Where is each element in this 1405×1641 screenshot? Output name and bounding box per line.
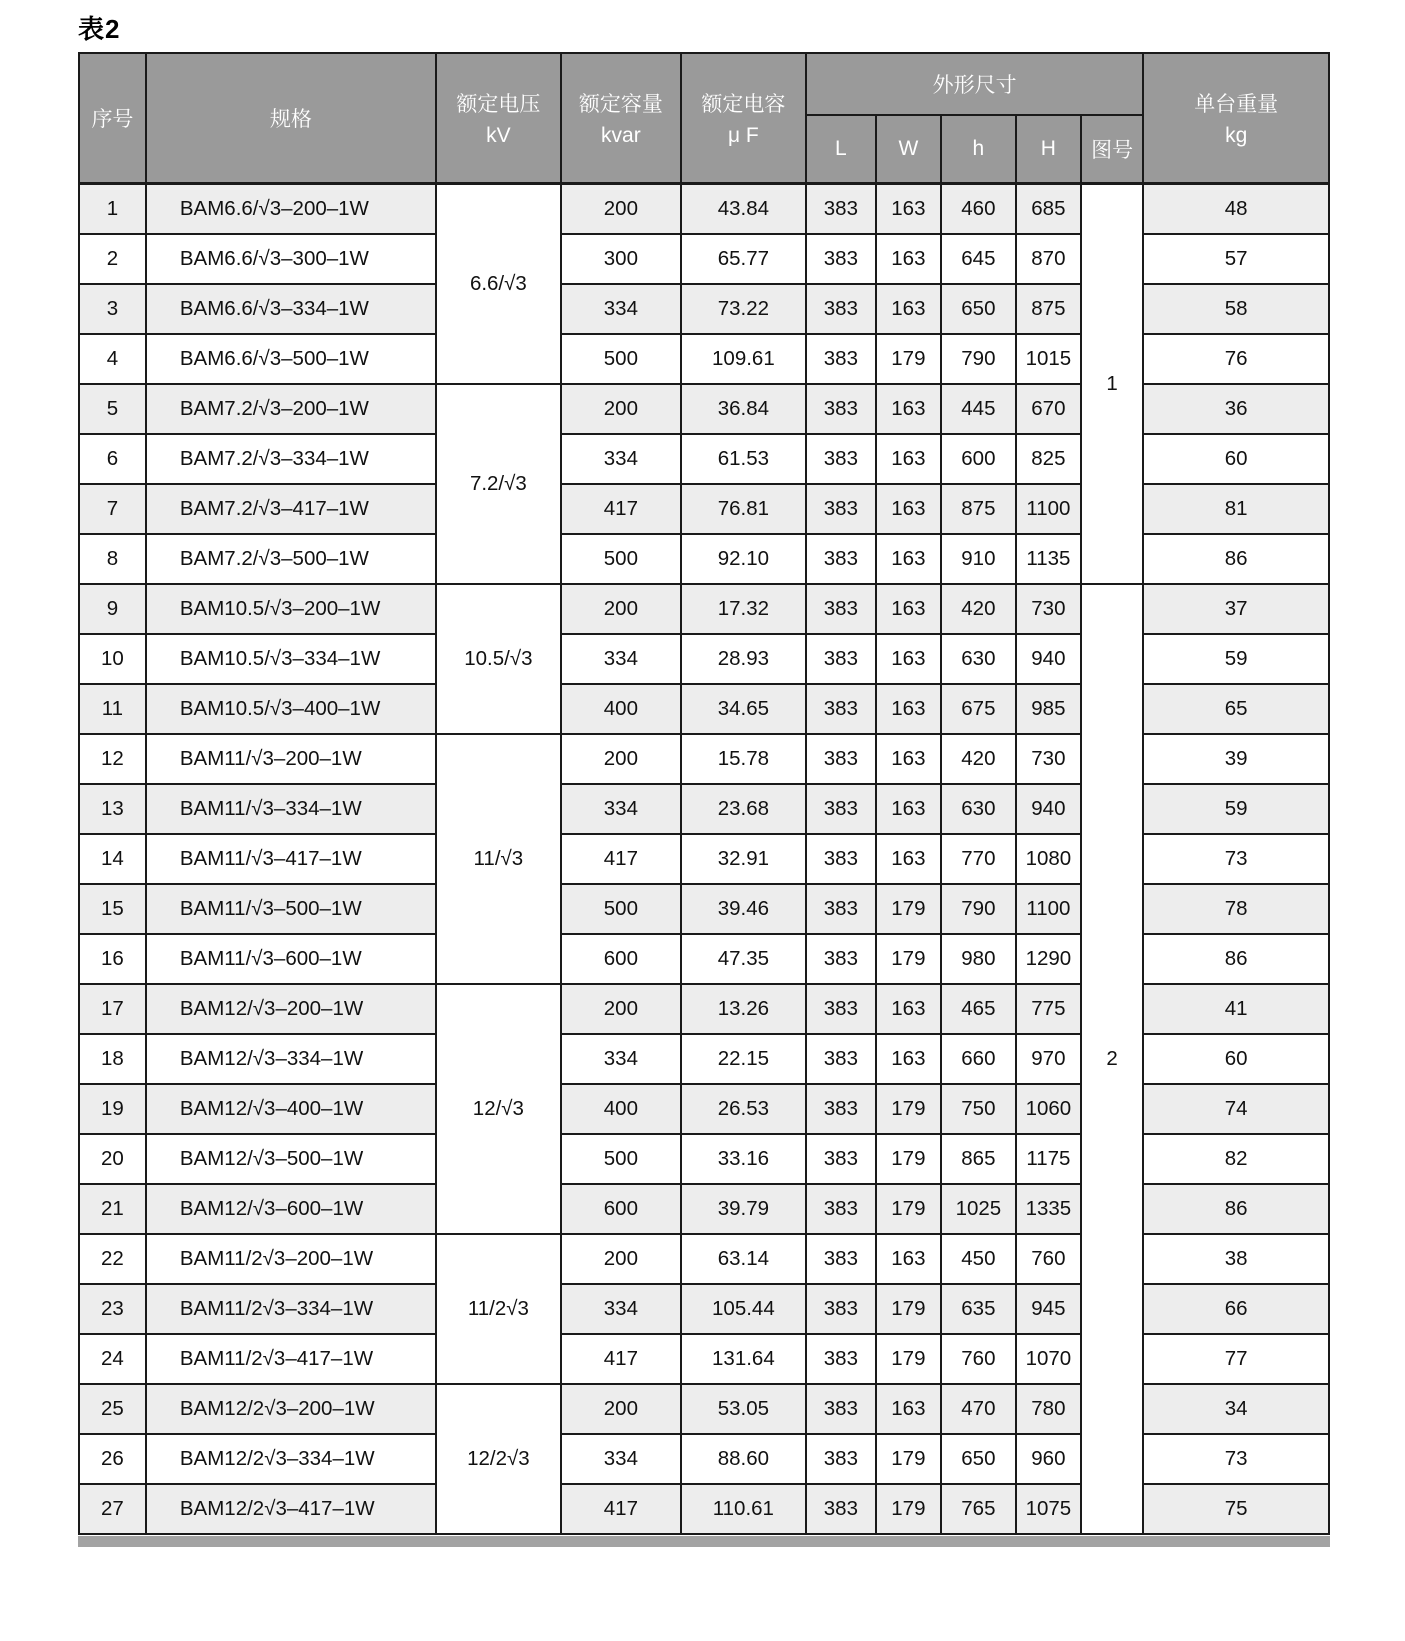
spec-cell: BAM12/√3–600–1W xyxy=(146,1184,436,1234)
capacity-cell: 334 xyxy=(561,1284,681,1334)
row-index-cell: 5 xyxy=(79,384,146,434)
dim-h-big-cell: 825 xyxy=(1016,434,1081,484)
weight-cell: 77 xyxy=(1143,1334,1329,1384)
voltage-group-cell: 6.6/√3 xyxy=(436,184,561,385)
capacitance-cell: 63.14 xyxy=(681,1234,806,1284)
dim-h-small-cell: 765 xyxy=(941,1484,1016,1534)
dim-w-cell: 163 xyxy=(876,534,941,584)
row-index-cell: 14 xyxy=(79,834,146,884)
dim-h-small-cell: 910 xyxy=(941,534,1016,584)
dim-h-big-cell: 1290 xyxy=(1016,934,1081,984)
capacity-cell: 200 xyxy=(561,984,681,1034)
header-dim-h-big: H xyxy=(1016,115,1081,184)
spec-cell: BAM6.6/√3–200–1W xyxy=(146,184,436,235)
dim-w-cell: 163 xyxy=(876,184,941,235)
dim-w-cell: 179 xyxy=(876,884,941,934)
capacity-cell: 400 xyxy=(561,684,681,734)
weight-cell: 60 xyxy=(1143,1034,1329,1084)
header-spec: 规格 xyxy=(146,53,436,184)
row-index-cell: 6 xyxy=(79,434,146,484)
dim-h-small-cell: 980 xyxy=(941,934,1016,984)
spec-cell: BAM11/√3–417–1W xyxy=(146,834,436,884)
weight-cell: 59 xyxy=(1143,784,1329,834)
capacity-cell: 300 xyxy=(561,234,681,284)
dim-h-big-cell: 780 xyxy=(1016,1384,1081,1434)
weight-cell: 86 xyxy=(1143,1184,1329,1234)
spec-cell: BAM7.2/√3–500–1W xyxy=(146,534,436,584)
dim-h-big-cell: 1080 xyxy=(1016,834,1081,884)
dim-h-big-cell: 775 xyxy=(1016,984,1081,1034)
spec-cell: BAM10.5/√3–334–1W xyxy=(146,634,436,684)
dim-h-big-cell: 730 xyxy=(1016,584,1081,634)
row-index-cell: 15 xyxy=(79,884,146,934)
dim-h-small-cell: 630 xyxy=(941,634,1016,684)
dim-h-small-cell: 450 xyxy=(941,1234,1016,1284)
dim-w-cell: 163 xyxy=(876,784,941,834)
weight-cell: 65 xyxy=(1143,684,1329,734)
spec-cell: BAM11/2√3–417–1W xyxy=(146,1334,436,1384)
weight-cell: 60 xyxy=(1143,434,1329,484)
dim-w-cell: 163 xyxy=(876,734,941,784)
dim-w-cell: 179 xyxy=(876,934,941,984)
header-weight xyxy=(1143,53,1329,184)
dim-w-cell: 163 xyxy=(876,234,941,284)
spec-cell: BAM7.2/√3–417–1W xyxy=(146,484,436,534)
dim-h-small-cell: 750 xyxy=(941,1084,1016,1134)
weight-cell: 34 xyxy=(1143,1384,1329,1434)
dim-h-small-cell: 645 xyxy=(941,234,1016,284)
dim-l-cell: 383 xyxy=(806,934,876,984)
dim-h-big-cell: 960 xyxy=(1016,1434,1081,1484)
dim-w-cell: 163 xyxy=(876,434,941,484)
capacitance-cell: 109.61 xyxy=(681,334,806,384)
header-capacity-unit: kvar xyxy=(601,124,641,147)
capacitance-cell: 61.53 xyxy=(681,434,806,484)
header-index: 序号 xyxy=(79,53,146,184)
capacity-cell: 334 xyxy=(561,784,681,834)
table-row xyxy=(79,584,1329,634)
dim-l-cell: 383 xyxy=(806,1434,876,1484)
spec-cell: BAM7.2/√3–200–1W xyxy=(146,384,436,434)
capacity-cell: 417 xyxy=(561,484,681,534)
dim-h-small-cell: 770 xyxy=(941,834,1016,884)
dim-l-cell: 383 xyxy=(806,534,876,584)
weight-cell: 39 xyxy=(1143,734,1329,784)
weight-cell: 36 xyxy=(1143,384,1329,434)
dim-l-cell: 383 xyxy=(806,834,876,884)
voltage-group-cell: 12/2√3 xyxy=(436,1384,561,1534)
dim-w-cell: 163 xyxy=(876,984,941,1034)
header-figure: 图号 xyxy=(1081,115,1144,184)
dim-h-small-cell: 650 xyxy=(941,284,1016,334)
spec-cell: BAM12/2√3–334–1W xyxy=(146,1434,436,1484)
capacitance-cell: 105.44 xyxy=(681,1284,806,1334)
row-index-cell: 8 xyxy=(79,534,146,584)
weight-cell: 82 xyxy=(1143,1134,1329,1184)
dim-l-cell: 383 xyxy=(806,1134,876,1184)
dim-h-small-cell: 1025 xyxy=(941,1184,1016,1234)
dim-w-cell: 163 xyxy=(876,284,941,334)
row-index-cell: 16 xyxy=(79,934,146,984)
row-index-cell: 21 xyxy=(79,1184,146,1234)
header-voltage xyxy=(436,53,561,184)
capacity-cell: 334 xyxy=(561,634,681,684)
dim-l-cell: 383 xyxy=(806,484,876,534)
capacitance-cell: 28.93 xyxy=(681,634,806,684)
figure-group-cell: 1 xyxy=(1081,184,1144,585)
dim-h-small-cell: 865 xyxy=(941,1134,1016,1184)
dim-l-cell: 383 xyxy=(806,334,876,384)
dim-w-cell: 179 xyxy=(876,1184,941,1234)
capacitance-cell: 13.26 xyxy=(681,984,806,1034)
row-index-cell: 25 xyxy=(79,1384,146,1434)
spec-cell: BAM12/2√3–200–1W xyxy=(146,1384,436,1434)
capacity-cell: 417 xyxy=(561,1484,681,1534)
capacitance-cell: 47.35 xyxy=(681,934,806,984)
table-title: 表2 xyxy=(78,14,121,44)
header-capacity-line1: 额定容量 xyxy=(578,93,663,116)
weight-cell: 38 xyxy=(1143,1234,1329,1284)
dim-h-small-cell: 635 xyxy=(941,1284,1016,1334)
dim-h-small-cell: 465 xyxy=(941,984,1016,1034)
capacity-cell: 200 xyxy=(561,584,681,634)
row-index-cell: 10 xyxy=(79,634,146,684)
capacitance-cell: 92.10 xyxy=(681,534,806,584)
dim-l-cell: 383 xyxy=(806,884,876,934)
header-weight-line1: 单台重量 xyxy=(1194,93,1279,116)
dim-l-cell: 383 xyxy=(806,1284,876,1334)
dim-h-big-cell: 1070 xyxy=(1016,1334,1081,1384)
capacitance-cell: 26.53 xyxy=(681,1084,806,1134)
spec-cell: BAM11/√3–600–1W xyxy=(146,934,436,984)
spec-cell: BAM6.6/√3–500–1W xyxy=(146,334,436,384)
capacity-cell: 200 xyxy=(561,734,681,784)
capacitance-cell: 39.46 xyxy=(681,884,806,934)
spec-table xyxy=(78,52,1330,1535)
dim-w-cell: 179 xyxy=(876,334,941,384)
dim-w-cell: 179 xyxy=(876,1134,941,1184)
capacitance-cell: 110.61 xyxy=(681,1484,806,1534)
capacity-cell: 417 xyxy=(561,834,681,884)
row-index-cell: 26 xyxy=(79,1434,146,1484)
dim-h-big-cell: 760 xyxy=(1016,1234,1081,1284)
voltage-group-cell: 11/2√3 xyxy=(436,1234,561,1384)
capacitance-cell: 76.81 xyxy=(681,484,806,534)
capacitance-cell: 15.78 xyxy=(681,734,806,784)
weight-cell: 86 xyxy=(1143,934,1329,984)
weight-cell: 78 xyxy=(1143,884,1329,934)
row-index-cell: 7 xyxy=(79,484,146,534)
weight-cell: 86 xyxy=(1143,534,1329,584)
dim-l-cell: 383 xyxy=(806,1184,876,1234)
spec-cell: BAM11/2√3–334–1W xyxy=(146,1284,436,1334)
weight-cell: 75 xyxy=(1143,1484,1329,1534)
dim-h-big-cell: 940 xyxy=(1016,784,1081,834)
dim-h-small-cell: 760 xyxy=(941,1334,1016,1384)
row-index-cell: 11 xyxy=(79,684,146,734)
capacitance-cell: 34.65 xyxy=(681,684,806,734)
spec-cell: BAM11/2√3–200–1W xyxy=(146,1234,436,1284)
capacitance-cell: 73.22 xyxy=(681,284,806,334)
header-capacitance-line1: 额定电容 xyxy=(701,93,786,116)
header-voltage-unit: kV xyxy=(486,124,511,147)
dim-h-small-cell: 420 xyxy=(941,584,1016,634)
table-header xyxy=(79,53,1329,184)
dim-l-cell: 383 xyxy=(806,984,876,1034)
dim-l-cell: 383 xyxy=(806,1334,876,1384)
dim-h-big-cell: 1175 xyxy=(1016,1134,1081,1184)
dim-h-small-cell: 875 xyxy=(941,484,1016,534)
weight-cell: 73 xyxy=(1143,1434,1329,1484)
header-weight-unit: kg xyxy=(1225,124,1248,147)
header-dim-w: W xyxy=(876,115,941,184)
dim-l-cell: 383 xyxy=(806,284,876,334)
capacity-cell: 417 xyxy=(561,1334,681,1384)
voltage-group-cell: 12/√3 xyxy=(436,984,561,1234)
capacitance-cell: 23.68 xyxy=(681,784,806,834)
row-index-cell: 22 xyxy=(79,1234,146,1284)
weight-cell: 73 xyxy=(1143,834,1329,884)
row-index-cell: 13 xyxy=(79,784,146,834)
capacity-cell: 200 xyxy=(561,384,681,434)
weight-cell: 81 xyxy=(1143,484,1329,534)
spec-cell: BAM12/√3–334–1W xyxy=(146,1034,436,1084)
capacitance-cell: 43.84 xyxy=(681,184,806,235)
header-dim-l: L xyxy=(806,115,876,184)
row-index-cell: 18 xyxy=(79,1034,146,1084)
dim-h-big-cell: 875 xyxy=(1016,284,1081,334)
dim-h-small-cell: 600 xyxy=(941,434,1016,484)
dim-l-cell: 383 xyxy=(806,684,876,734)
weight-cell: 76 xyxy=(1143,334,1329,384)
row-index-cell: 17 xyxy=(79,984,146,1034)
dim-h-big-cell: 970 xyxy=(1016,1034,1081,1084)
spec-cell: BAM11/√3–500–1W xyxy=(146,884,436,934)
spec-cell: BAM12/√3–200–1W xyxy=(146,984,436,1034)
figure-group-cell: 2 xyxy=(1081,584,1144,1534)
capacity-cell: 500 xyxy=(561,884,681,934)
weight-cell: 59 xyxy=(1143,634,1329,684)
spec-cell: BAM10.5/√3–400–1W xyxy=(146,684,436,734)
capacitance-cell: 33.16 xyxy=(681,1134,806,1184)
dim-h-small-cell: 660 xyxy=(941,1034,1016,1084)
dim-h-small-cell: 470 xyxy=(941,1384,1016,1434)
dim-h-small-cell: 790 xyxy=(941,334,1016,384)
dim-h-big-cell: 1135 xyxy=(1016,534,1081,584)
voltage-group-cell: 7.2/√3 xyxy=(436,384,561,584)
row-index-cell: 4 xyxy=(79,334,146,384)
capacitance-cell: 53.05 xyxy=(681,1384,806,1434)
dim-l-cell: 383 xyxy=(806,184,876,235)
capacitance-cell: 65.77 xyxy=(681,234,806,284)
capacity-cell: 200 xyxy=(561,184,681,235)
header-voltage-line1: 额定电压 xyxy=(456,93,541,116)
dim-w-cell: 163 xyxy=(876,1234,941,1284)
capacity-cell: 400 xyxy=(561,1084,681,1134)
row-index-cell: 24 xyxy=(79,1334,146,1384)
dim-w-cell: 179 xyxy=(876,1084,941,1134)
spec-cell: BAM6.6/√3–300–1W xyxy=(146,234,436,284)
dim-w-cell: 163 xyxy=(876,834,941,884)
dim-w-cell: 163 xyxy=(876,684,941,734)
dim-w-cell: 179 xyxy=(876,1284,941,1334)
row-index-cell: 3 xyxy=(79,284,146,334)
dim-l-cell: 383 xyxy=(806,384,876,434)
dim-h-small-cell: 630 xyxy=(941,784,1016,834)
capacity-cell: 500 xyxy=(561,334,681,384)
dim-l-cell: 383 xyxy=(806,434,876,484)
spec-cell: BAM12/√3–500–1W xyxy=(146,1134,436,1184)
dim-w-cell: 163 xyxy=(876,1384,941,1434)
capacitance-cell: 36.84 xyxy=(681,384,806,434)
capacity-cell: 334 xyxy=(561,1434,681,1484)
capacity-cell: 500 xyxy=(561,1134,681,1184)
dim-w-cell: 179 xyxy=(876,1434,941,1484)
row-index-cell: 12 xyxy=(79,734,146,784)
capacity-cell: 200 xyxy=(561,1234,681,1284)
dim-l-cell: 383 xyxy=(806,234,876,284)
dim-w-cell: 163 xyxy=(876,384,941,434)
dim-h-big-cell: 1100 xyxy=(1016,484,1081,534)
capacitance-cell: 131.64 xyxy=(681,1334,806,1384)
weight-cell: 48 xyxy=(1143,184,1329,235)
dim-h-small-cell: 460 xyxy=(941,184,1016,235)
header-dimensions: 外形尺寸 xyxy=(806,53,1144,115)
header-row-1 xyxy=(79,53,1329,115)
dim-h-big-cell: 940 xyxy=(1016,634,1081,684)
capacitance-cell: 39.79 xyxy=(681,1184,806,1234)
dim-h-small-cell: 790 xyxy=(941,884,1016,934)
weight-cell: 41 xyxy=(1143,984,1329,1034)
capacity-cell: 500 xyxy=(561,534,681,584)
capacity-cell: 600 xyxy=(561,1184,681,1234)
row-index-cell: 20 xyxy=(79,1134,146,1184)
page-cutoff-band xyxy=(78,1536,1330,1547)
dim-w-cell: 163 xyxy=(876,634,941,684)
row-index-cell: 23 xyxy=(79,1284,146,1334)
dim-h-small-cell: 675 xyxy=(941,684,1016,734)
voltage-group-cell: 10.5/√3 xyxy=(436,584,561,734)
dim-h-big-cell: 1100 xyxy=(1016,884,1081,934)
row-index-cell: 19 xyxy=(79,1084,146,1134)
dim-h-big-cell: 1060 xyxy=(1016,1084,1081,1134)
weight-cell: 66 xyxy=(1143,1284,1329,1334)
row-index-cell: 27 xyxy=(79,1484,146,1534)
header-dim-h-small: h xyxy=(941,115,1016,184)
dim-l-cell: 383 xyxy=(806,1034,876,1084)
dim-h-big-cell: 870 xyxy=(1016,234,1081,284)
header-capacitance-unit: μ F xyxy=(727,124,759,147)
dim-l-cell: 383 xyxy=(806,784,876,834)
dim-h-small-cell: 650 xyxy=(941,1434,1016,1484)
dim-h-big-cell: 1015 xyxy=(1016,334,1081,384)
dim-l-cell: 383 xyxy=(806,1384,876,1434)
dim-w-cell: 163 xyxy=(876,584,941,634)
row-index-cell: 9 xyxy=(79,584,146,634)
spec-cell: BAM12/√3–400–1W xyxy=(146,1084,436,1134)
capacity-cell: 334 xyxy=(561,434,681,484)
weight-cell: 37 xyxy=(1143,584,1329,634)
capacity-cell: 600 xyxy=(561,934,681,984)
spec-cell: BAM11/√3–200–1W xyxy=(146,734,436,784)
dim-h-small-cell: 445 xyxy=(941,384,1016,434)
dim-l-cell: 383 xyxy=(806,634,876,684)
header-capacity xyxy=(561,53,681,184)
dim-h-big-cell: 985 xyxy=(1016,684,1081,734)
dim-h-big-cell: 945 xyxy=(1016,1284,1081,1334)
dim-h-small-cell: 420 xyxy=(941,734,1016,784)
capacity-cell: 200 xyxy=(561,1384,681,1434)
dim-h-big-cell: 685 xyxy=(1016,184,1081,235)
dim-l-cell: 383 xyxy=(806,1234,876,1284)
dim-w-cell: 163 xyxy=(876,1034,941,1084)
capacitance-cell: 32.91 xyxy=(681,834,806,884)
weight-cell: 74 xyxy=(1143,1084,1329,1134)
capacity-cell: 334 xyxy=(561,1034,681,1084)
table-row xyxy=(79,184,1329,235)
dim-h-big-cell: 670 xyxy=(1016,384,1081,434)
dim-w-cell: 179 xyxy=(876,1334,941,1384)
dim-l-cell: 383 xyxy=(806,1084,876,1134)
dim-h-big-cell: 1335 xyxy=(1016,1184,1081,1234)
row-index-cell: 2 xyxy=(79,234,146,284)
dim-l-cell: 383 xyxy=(806,734,876,784)
weight-cell: 57 xyxy=(1143,234,1329,284)
spec-cell: BAM10.5/√3–200–1W xyxy=(146,584,436,634)
spec-cell: BAM7.2/√3–334–1W xyxy=(146,434,436,484)
table-body xyxy=(79,184,1329,1535)
voltage-group-cell: 11/√3 xyxy=(436,734,561,984)
dim-w-cell: 179 xyxy=(876,1484,941,1534)
capacitance-cell: 88.60 xyxy=(681,1434,806,1484)
capacitance-cell: 17.32 xyxy=(681,584,806,634)
dim-w-cell: 163 xyxy=(876,484,941,534)
spec-cell: BAM11/√3–334–1W xyxy=(146,784,436,834)
header-capacitance xyxy=(681,53,806,184)
spec-cell: BAM12/2√3–417–1W xyxy=(146,1484,436,1534)
capacity-cell: 334 xyxy=(561,284,681,334)
row-index-cell: 1 xyxy=(79,184,146,235)
spec-cell: BAM6.6/√3–334–1W xyxy=(146,284,436,334)
weight-cell: 58 xyxy=(1143,284,1329,334)
dim-h-big-cell: 730 xyxy=(1016,734,1081,784)
dim-l-cell: 383 xyxy=(806,1484,876,1534)
dim-h-big-cell: 1075 xyxy=(1016,1484,1081,1534)
dim-l-cell: 383 xyxy=(806,584,876,634)
capacitance-cell: 22.15 xyxy=(681,1034,806,1084)
